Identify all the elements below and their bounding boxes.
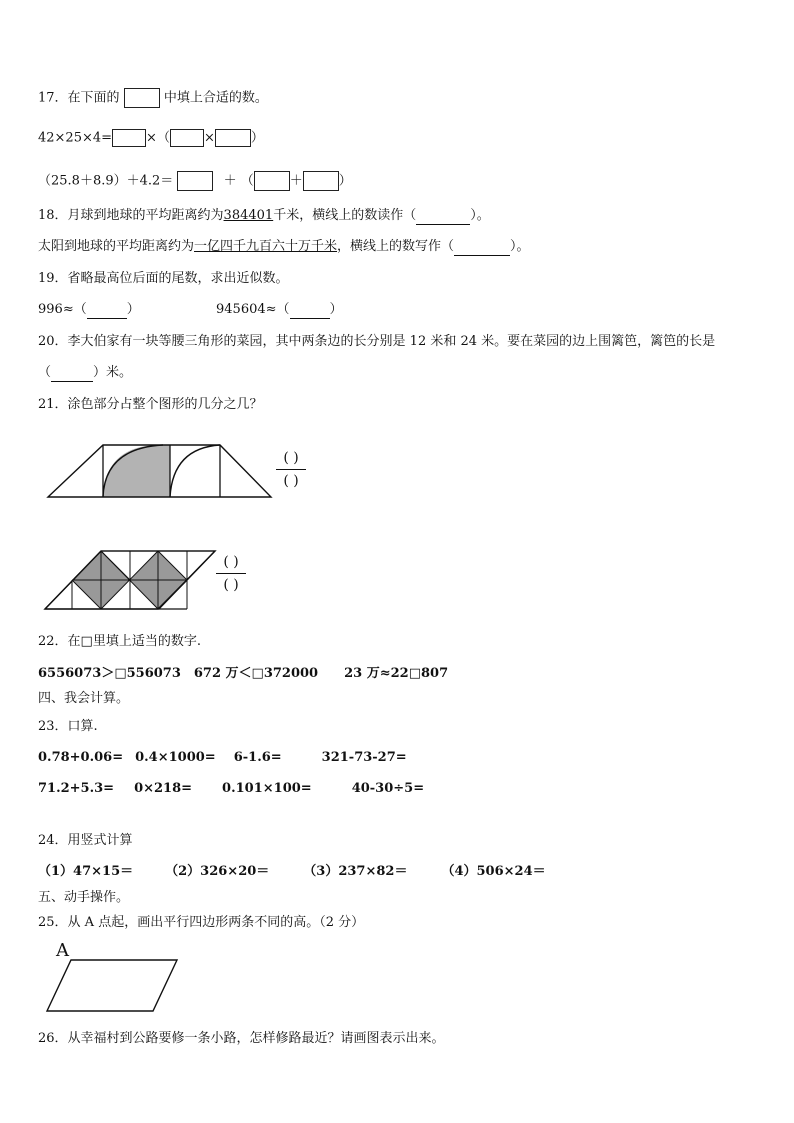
answer-blank[interactable] — [51, 381, 93, 382]
answer-box[interactable] — [170, 129, 204, 147]
trapezoid-figure — [45, 440, 285, 500]
answer-fraction-2[interactable]: ( ) ( ) — [216, 553, 246, 594]
q22-items: 6556073＞□556073 672 万＜□372000 23 万≈22□807 — [38, 666, 449, 681]
q23-title: 23．口算. — [38, 719, 98, 734]
answer-box[interactable] — [303, 171, 339, 191]
q19-title: 19．省略最高位后面的尾数，求出近似数。 — [38, 271, 289, 286]
q21-title: 21．涂色部分占整个图形的几分之几？ — [38, 397, 263, 412]
section-5-heading: 五、动手操作。 — [38, 890, 130, 905]
parallelogram-figure[interactable] — [45, 958, 185, 1014]
answer-box[interactable] — [124, 88, 160, 108]
underlined-number: 一亿四千九百六十万千米 — [194, 239, 338, 254]
q17-title: 17．在下面的 中填上合适的数。 — [38, 88, 268, 108]
answer-box[interactable] — [177, 171, 213, 191]
answer-box[interactable] — [215, 129, 251, 147]
q22-title: 22．在□里填上适当的数字. — [38, 634, 201, 649]
q20-line-2: （ ）米。 — [38, 365, 133, 380]
q24-items: （1）47×15＝ （2）326×20＝ （3）237×82＝ （4）506×24＝ — [38, 864, 546, 879]
q18-line-2: 太阳到地球的平均距离约为一亿四千九百六十万千米，横线上的数写作（ ）。 — [38, 239, 530, 254]
q26-title: 26．从幸福村到公路要修一条小路，怎样修路最近？请画图表示出来。 — [38, 1031, 445, 1046]
answer-blank[interactable] — [87, 318, 127, 319]
answer-fraction-1[interactable]: ( ) ( ) — [276, 449, 306, 490]
answer-blank[interactable] — [454, 255, 510, 256]
answer-blank[interactable] — [290, 318, 330, 319]
q19-items: 996≈（ ） 945604≈（ ） — [38, 302, 343, 317]
answer-box[interactable] — [254, 171, 290, 191]
parallelogram-grid-figure — [45, 551, 225, 611]
answer-box[interactable] — [112, 129, 146, 147]
section-4-heading: 四、我会计算。 — [38, 691, 130, 706]
point-a-label: A — [56, 940, 69, 961]
q20-line-1: 20．李大伯家有一块等腰三角形的菜园，其中两条边的长分别是 12 米和 24 米。要在菜园的边上围篱笆，篱笆的长是 — [38, 334, 716, 349]
q24-title: 24．用竖式计算 — [38, 833, 133, 848]
q25-title: 25．从 A 点起，画出平行四边形两条不同的高。（2 分） — [38, 915, 365, 930]
q17-equation-1: 42×25×4= ×（ × ） — [38, 130, 264, 146]
q23-row-1: 0.78+0.06= 0.4×1000= 6-1.6= 321-73-27= — [38, 750, 407, 765]
q18-line-1: 18．月球到地球的平均距离约为384401千米，横线上的数读作（ ）。 — [38, 208, 490, 223]
answer-blank[interactable] — [416, 224, 470, 225]
q17-equation-2: （25.8＋8.9）＋4.2＝ ＋ （ ＋ ） — [38, 171, 352, 191]
q23-row-2: 71.2+5.3= 0×218= 0.101×100= 40-30÷5= — [38, 781, 425, 796]
underlined-number: 384401 — [223, 208, 274, 223]
